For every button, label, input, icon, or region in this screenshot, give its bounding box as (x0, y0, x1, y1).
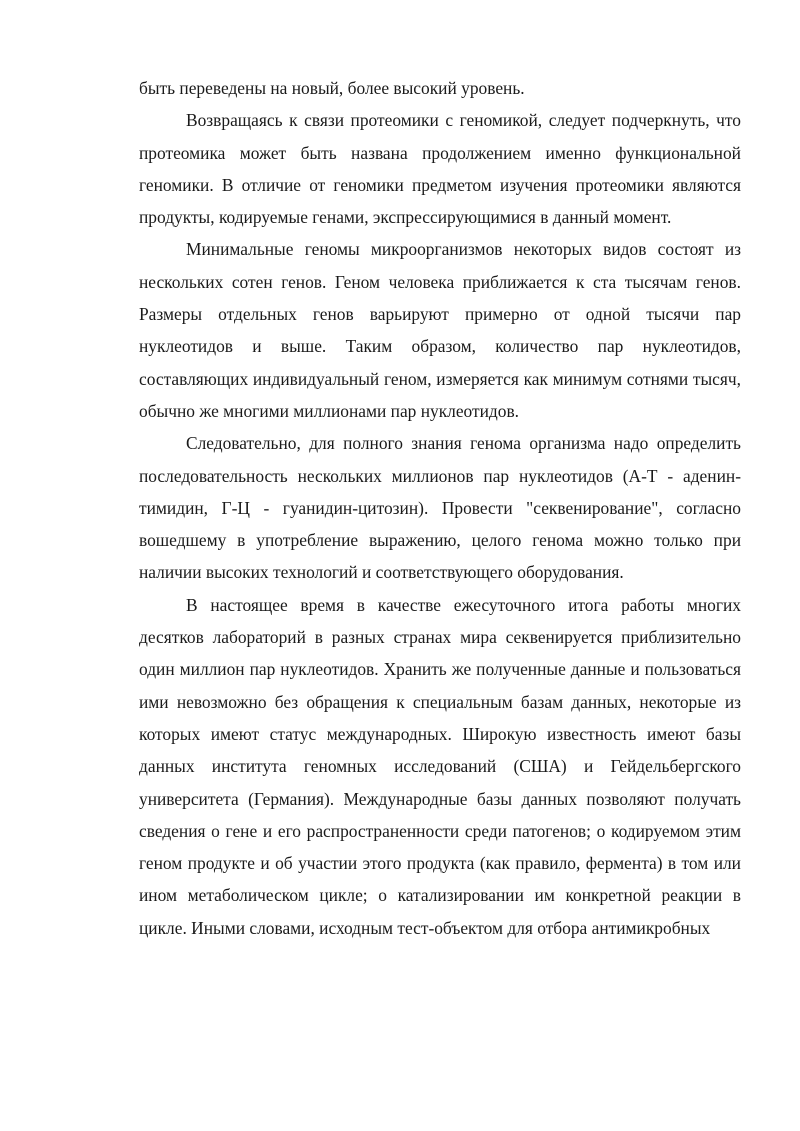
paragraph-genome-size: Минимальные геномы микроорганизмов некоторых видов состоят из нескольких сотен генов. Геном человека приближается к ста тысячам генов. Размеры отдельных генов варьируют примерно от одной тысячи пар нуклеотидов и выше. Таким образом, количество пар нуклеотидов, составляющих индивидуальный геном, измеряется как минимум сотнями тысяч, обычно же многими миллионами пар нуклеотидов. (139, 239, 741, 421)
paragraph-proteomics-genomics: Возвращаясь к связи протеомики с геномикой, следует подчеркнуть, что протеомика может быть названа продолжением именно функциональной геномики. В отличие от геномики предметом изучения протеомики являются продукты, кодируемые генами, экспрессирующимися в данный момент. (139, 110, 741, 228)
document-body (139, 72, 741, 944)
paragraph-sequencing: Следовательно, для полного знания генома организма надо определить последовательность нескольких миллионов пар нуклеотидов (А-Т - аденин-тимидин, Г-Ц - гуанидин-цитозин). Провести "секвенирование", согласно вошедшему в употребление выражению, целого генома можно только при наличии высоких технологий и соответствующего оборудования. (139, 433, 741, 583)
paragraph-databases: В настоящее время в качестве ежесуточного итога работы многих десятков лабораторий в разных странах мира секвенируется приблизительно один миллион пар нуклеотидов. Хранить же полученные данные и пользоваться ими невозможно без обращения к специальным базам данных, некоторые из которых имеют статус международных. Широкую известность имеют базы данных института геномных исследований (США) и Гейдельбергского университета (Германия). Международные базы данных позволяют получать сведения о гене и его распространенности среди патогенов; о кодируемом этим геном продукте и об участии этого продукта (как правило, фермента) в том или ином метаболическом цикле; о катализировании им конкретной реакции в цикле. Иными словами, исходным тест-объектом для отбора антимикробных (139, 594, 741, 938)
paragraph-continuation: быть переведены на новый, более высокий уровень. (139, 78, 525, 98)
